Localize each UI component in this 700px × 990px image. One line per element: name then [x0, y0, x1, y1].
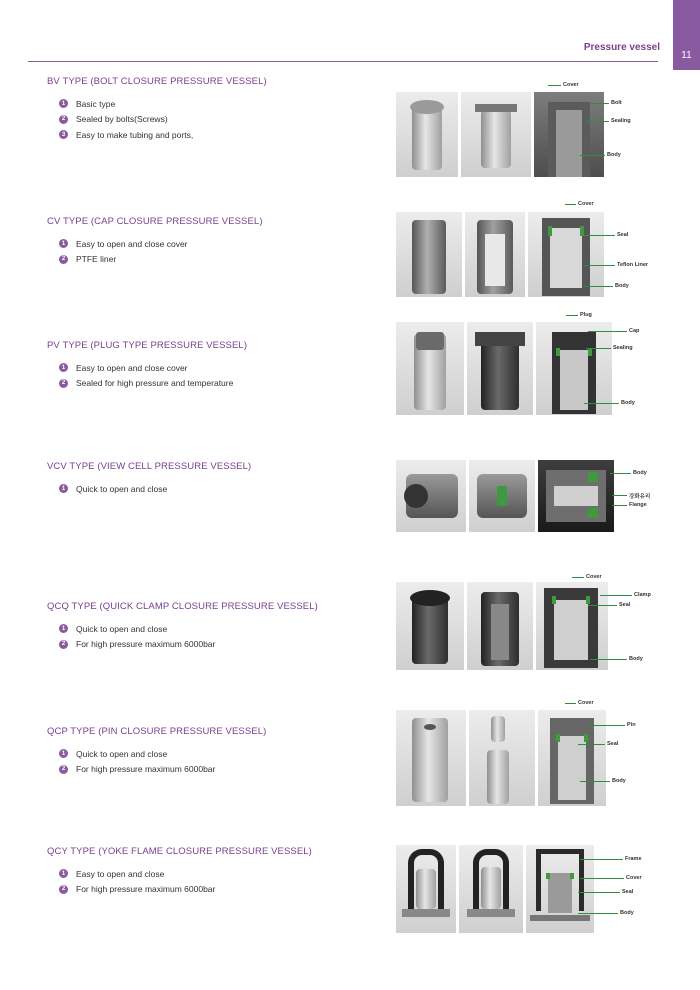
callout-label: Cover — [578, 700, 594, 706]
product-photo — [396, 582, 464, 670]
section-title: QCP TYPE (PIN CLOSURE PRESSURE VESSEL) — [47, 726, 267, 737]
item-text: For high pressure maximum 6000bar — [76, 639, 216, 650]
header-title: Pressure vessel — [583, 42, 660, 53]
item-text: Basic type — [76, 98, 116, 109]
diagram-photo — [528, 212, 604, 297]
cutaway-photo — [467, 582, 533, 670]
callout-line — [600, 595, 632, 596]
item-text: Sealed by bolts(Screws) — [76, 114, 168, 125]
header-rule — [28, 61, 658, 62]
item-text: Quick to open and close — [76, 748, 168, 759]
item-text: Easy to open and close cover — [76, 238, 188, 249]
number-badge: 2 — [59, 379, 68, 388]
list-item — [47, 637, 318, 653]
callout-label: 강화유리 — [629, 494, 651, 500]
feature-list — [47, 360, 247, 391]
callout-line — [588, 605, 617, 606]
callout-line — [584, 265, 615, 266]
page-number-tab — [673, 0, 700, 70]
section-title: BV TYPE (BOLT CLOSURE PRESSURE VESSEL) — [47, 76, 267, 87]
item-text: For high pressure maximum 6000bar — [76, 884, 216, 895]
callout-line — [566, 315, 578, 316]
product-photo — [396, 322, 464, 415]
callout-label: Cover — [578, 201, 594, 207]
callout-line — [586, 121, 609, 122]
section-vcv — [47, 461, 251, 497]
callout-line — [580, 878, 624, 879]
diagram-photo — [536, 322, 612, 415]
callout-line — [580, 155, 605, 156]
callout-label: Cap — [629, 328, 640, 334]
list-item — [47, 866, 312, 882]
callout-label: Seal — [619, 602, 631, 608]
callout-line — [578, 913, 618, 914]
number-badge: 2 — [59, 885, 68, 894]
callout-label: Seal — [622, 889, 634, 895]
callout-label: Body — [615, 283, 629, 289]
callout-label: Flange — [629, 502, 647, 508]
callout-label: Bolt — [611, 100, 622, 106]
callout-line — [612, 505, 627, 506]
diagram-photo — [534, 92, 604, 177]
section-qcq — [47, 601, 318, 652]
callout-label: Body — [612, 778, 626, 784]
callout-line — [586, 348, 611, 349]
section-qcy — [47, 846, 312, 897]
product-photo — [396, 710, 466, 806]
callout-line — [610, 473, 631, 474]
number-badge: 2 — [59, 255, 68, 264]
cutaway-photo — [461, 92, 531, 177]
callout-label: Plug — [580, 312, 592, 318]
callout-line — [565, 204, 576, 205]
callout-line — [584, 403, 619, 404]
callout-line — [572, 577, 584, 578]
section-pv — [47, 340, 247, 391]
list-item — [47, 127, 267, 143]
section-title: CV TYPE (CAP CLOSURE PRESSURE VESSEL) — [47, 216, 263, 227]
list-item — [47, 762, 266, 778]
callout-line — [588, 331, 627, 332]
list-item — [47, 376, 247, 392]
image-row-qcp — [396, 710, 606, 806]
callout-label: Pin — [627, 722, 636, 728]
section-bv — [47, 76, 267, 143]
number-badge: 1 — [59, 624, 68, 633]
callout-label: Seal — [617, 232, 629, 238]
list-item — [47, 360, 247, 376]
feature-list — [47, 866, 312, 897]
callout-line — [580, 781, 610, 782]
image-row-pv — [396, 322, 612, 415]
callout-line — [580, 859, 623, 860]
number-badge: 1 — [59, 749, 68, 758]
list-item — [47, 252, 263, 268]
item-text: Easy to open and close cover — [76, 362, 188, 373]
callout-line — [590, 103, 609, 104]
image-row-vcv — [396, 460, 614, 532]
callout-label: Body — [629, 656, 643, 662]
number-badge: 1 — [59, 869, 68, 878]
product-photo — [396, 460, 466, 532]
item-text: PTFE liner — [76, 254, 117, 265]
list-item — [47, 746, 266, 762]
callout-line — [565, 703, 576, 704]
number-badge: 2 — [59, 640, 68, 649]
product-photo — [396, 212, 462, 297]
section-title: QCY TYPE (YOKE FLAME CLOSURE PRESSURE VESSEL) — [47, 846, 312, 857]
section-title: VCV TYPE (VIEW CELL PRESSURE VESSEL) — [47, 461, 252, 472]
section-title: QCQ TYPE (QUICK CLAMP CLOSURE PRESSURE VESSEL) — [47, 601, 318, 612]
feature-list — [47, 481, 251, 497]
cutaway-photo — [465, 212, 525, 297]
diagram-photo — [538, 460, 614, 532]
cutaway-photo — [469, 460, 535, 532]
item-text: Quick to open and close — [76, 623, 168, 634]
callout-label: Frame — [625, 856, 642, 862]
page-number: 11 — [681, 50, 692, 61]
list-item — [47, 481, 251, 497]
image-row-cv — [396, 212, 604, 297]
callout-line — [588, 725, 625, 726]
callout-line — [578, 892, 620, 893]
cutaway-photo — [467, 322, 533, 415]
number-badge: 2 — [59, 765, 68, 774]
callout-line — [578, 744, 605, 745]
number-badge: 1 — [59, 484, 68, 493]
feature-list — [47, 236, 263, 267]
callout-line — [584, 235, 615, 236]
product-photo — [396, 92, 458, 177]
number-badge: 2 — [59, 115, 68, 124]
cutaway-photo — [469, 710, 535, 806]
item-text: Sealed for high pressure and temperature — [76, 378, 234, 389]
callout-line — [584, 286, 613, 287]
item-text: Quick to open and close — [76, 483, 168, 494]
diagram-photo — [536, 582, 608, 670]
list-item — [47, 236, 263, 252]
callout-label: Clamp — [634, 592, 651, 598]
callout-label: Sealing — [611, 118, 631, 124]
callout-label: Cover — [586, 574, 602, 580]
item-text: Easy to open and close — [76, 868, 165, 879]
callout-label: Body — [620, 910, 634, 916]
feature-list — [47, 621, 318, 652]
callout-label: Teflon Liner — [617, 262, 649, 268]
cutaway-photo — [459, 845, 523, 933]
callout-label: Sealing — [613, 345, 633, 351]
image-row-qcy — [396, 845, 594, 933]
callout-line — [612, 495, 627, 496]
callout-line — [590, 659, 627, 660]
feature-list — [47, 96, 267, 143]
callout-line — [548, 85, 561, 86]
image-row-bv — [396, 92, 604, 177]
callout-label: Body — [607, 152, 621, 158]
callout-label: Seal — [607, 741, 619, 747]
number-badge: 1 — [59, 363, 68, 372]
feature-list — [47, 746, 266, 777]
number-badge: 1 — [59, 99, 68, 108]
list-item — [47, 882, 312, 898]
product-photo — [396, 845, 456, 933]
item-text: For high pressure maximum 6000bar — [76, 764, 216, 775]
section-cv — [47, 216, 263, 267]
section-title: PV TYPE (PLUG TYPE PRESSURE VESSEL) — [47, 340, 248, 351]
list-item — [47, 96, 267, 112]
section-qcp — [47, 726, 266, 777]
item-text: Easy to make tubing and ports, — [76, 129, 194, 140]
callout-label: Body — [633, 470, 647, 476]
list-item — [47, 112, 267, 128]
callout-label: Cover — [626, 875, 642, 881]
callout-label: Body — [621, 400, 635, 406]
list-item — [47, 621, 318, 637]
callout-label: Cover — [563, 82, 579, 88]
number-badge: 3 — [59, 130, 68, 139]
image-row-qcq — [396, 582, 608, 670]
number-badge: 1 — [59, 239, 68, 248]
